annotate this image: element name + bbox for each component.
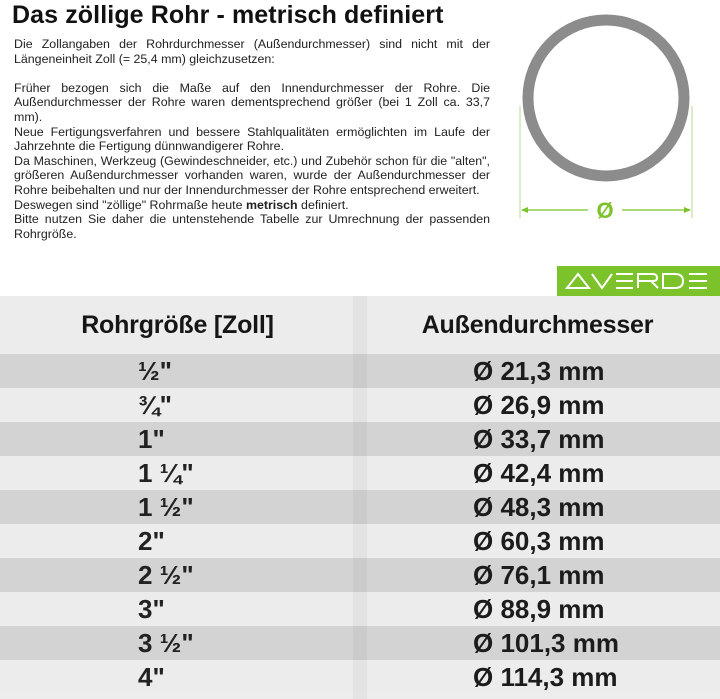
pipe-size: 3" (138, 593, 165, 624)
pipe-size: 1" (138, 423, 165, 454)
column-divider (353, 296, 367, 699)
pipe-size: ½" (138, 355, 173, 386)
pipe-size: 1 ½" (138, 491, 194, 522)
intro-text (14, 37, 490, 241)
pipe-ring-icon (510, 14, 710, 224)
outer-diameter: Ø 33,7 mm (473, 423, 605, 454)
diameter-symbol: Ø (596, 198, 614, 223)
intro-paragraph: Deswegen sind "zöllige" Rohrmaße heute metrisch definiert. (14, 197, 349, 212)
outer-diameter: Ø 48,3 mm (473, 491, 605, 522)
intro-paragraph: Früher bezogen sich die Maße auf den Innendurchmesser der Rohre. Die Außendurchmesser der Rohre waren dementsprechend größer (bei 1 Zoll ca. 33,7 mm). (14, 80, 490, 124)
outer-diameter: Ø 21,3 mm (473, 355, 605, 386)
outer-diameter: Ø 26,9 mm (473, 389, 605, 420)
pipe-size: ¾" (138, 389, 173, 420)
column-header-outer-diameter: Außendurchmesser (421, 310, 654, 339)
conversion-table (0, 296, 720, 699)
pipe-size: 2" (138, 525, 165, 556)
outer-diameter: Ø 60,3 mm (473, 525, 605, 556)
page-title: Das zöllige Rohr - metrisch definiert (12, 1, 444, 29)
pipe-size: 4" (138, 661, 165, 692)
outer-diameter: Ø 88,9 mm (473, 593, 605, 624)
outer-diameter: Ø 101,3 mm (473, 627, 619, 658)
emphasis-metrisch: metrisch (245, 197, 298, 212)
outer-diameter: Ø 76,1 mm (473, 559, 605, 590)
intro-paragraph: Bitte nutzen Sie daher die untenstehende Tabelle zur Umrechnung der passenden Rohrgröße. (14, 212, 490, 241)
pipe-cross-section-diagram (510, 14, 710, 224)
pipe-size: 3 ½" (138, 627, 194, 658)
column-header-size: Rohrgröße [Zoll] (81, 310, 274, 339)
pipe-size: 1 ¼" (138, 457, 194, 488)
outer-diameter: Ø 42,4 mm (473, 457, 605, 488)
outer-diameter: Ø 114,3 mm (473, 661, 618, 692)
intro-paragraph: Die Zollangaben der Rohrdurchmesser (Außendurchmesser) sind nicht mit der Längeneinheit Zoll (= 25,4 mm) gleichzusetzen: (14, 37, 490, 66)
averde-logo-icon (565, 272, 713, 290)
averde-logo (557, 266, 720, 296)
pipe-size: 2 ½" (138, 559, 194, 590)
intro-paragraph: Da Maschinen, Werkzeug (Gewindeschneider, etc.) und Zubehör schon für die "alten", größeren Außendurchmesser vorhanden waren, wurde der Außendurchmesser der Rohre beibehalten und nur der Innendurchmesser der Rohre entsprechend erweitert. (14, 153, 490, 197)
intro-paragraph: Neue Fertigungsverfahren und bessere Stahlqualitäten ermöglichten im Laufe der Jahrzehnte die Fertigung dünnwandigerer Rohre. (14, 124, 490, 154)
